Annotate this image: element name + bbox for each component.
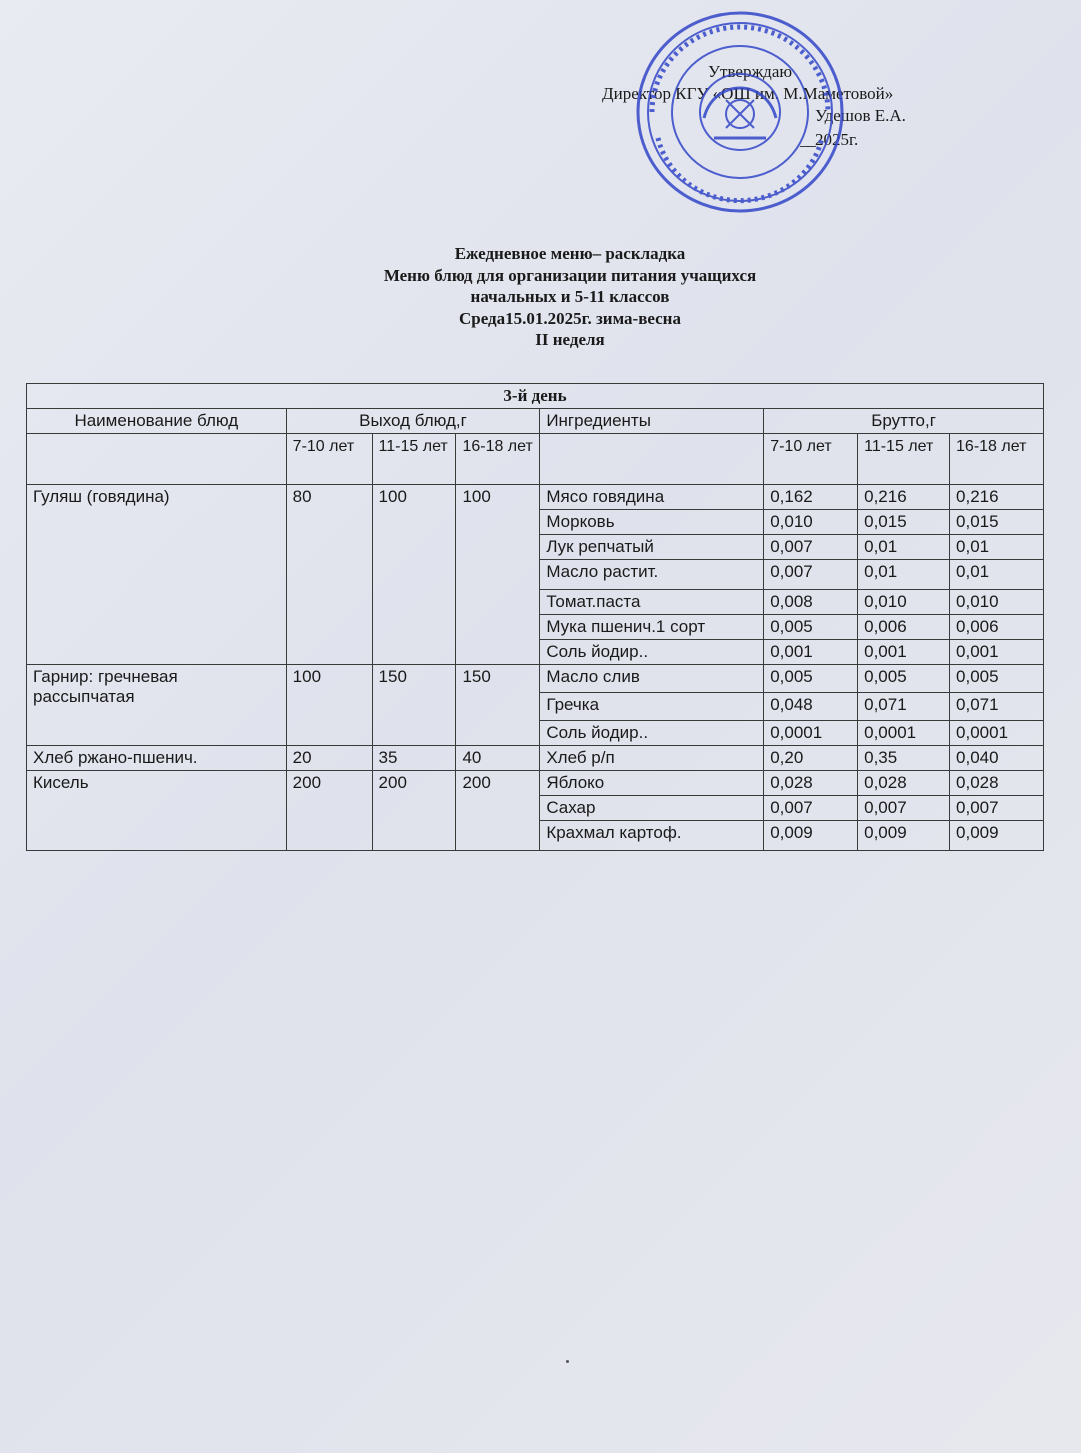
dish-output: 20: [286, 746, 372, 771]
document-title: [300, 243, 840, 351]
ingredient-name: Соль йодир..: [540, 721, 764, 746]
gross-value: 0,005: [764, 615, 858, 640]
menu-body: [27, 485, 1044, 851]
col-ingredients-header: Ингредиенты: [540, 409, 764, 434]
ingredient-name: Масло слив: [540, 665, 764, 693]
gross-value: 0,001: [858, 640, 950, 665]
col-dish-header: Наименование блюд: [27, 409, 287, 434]
gross-value: 0,01: [858, 535, 950, 560]
gross-value: 0,001: [950, 640, 1044, 665]
title-line: Ежедневное меню– раскладка: [454, 244, 686, 263]
gross-value: 0,007: [858, 796, 950, 821]
gross-value: 0,005: [950, 665, 1044, 693]
table-row: [27, 665, 1044, 693]
dish-output: 200: [456, 771, 540, 851]
gross-value: 0,01: [950, 560, 1044, 590]
gross-value: 0,01: [858, 560, 950, 590]
dish-name: Гарнир: гречневая рассыпчатая: [27, 665, 287, 746]
title-line: Среда15.01.2025г. зима-весна: [459, 308, 681, 328]
gross-value: 0,028: [950, 771, 1044, 796]
gross-value: 0,0001: [764, 721, 858, 746]
gross-value: 0,162: [764, 485, 858, 510]
gross-value: 0,0001: [858, 721, 950, 746]
table-row: [27, 746, 1044, 771]
gross-value: 0,048: [764, 693, 858, 721]
gross-value: 0,010: [950, 590, 1044, 615]
ingredient-name: Сахар: [540, 796, 764, 821]
dish-output: 100: [286, 665, 372, 746]
title-line: начальных и 5-11 классов: [470, 287, 670, 306]
gross-value: 0,007: [764, 796, 858, 821]
approval-date: __2025г.: [800, 130, 859, 149]
gross-value: 0,008: [764, 590, 858, 615]
age-header: 16-18 лет: [456, 434, 540, 485]
title-line: II неделя: [535, 330, 605, 349]
ingredient-name: Лук репчатый: [540, 535, 764, 560]
ingredient-name: Крахмал картоф.: [540, 821, 764, 851]
gross-value: 0,071: [950, 693, 1044, 721]
age-header: 11-15 лет: [858, 434, 950, 485]
ingredient-name: Хлеб р/п: [540, 746, 764, 771]
age-header: 16-18 лет: [950, 434, 1044, 485]
gross-value: 0,006: [858, 615, 950, 640]
gross-value: 0,216: [950, 485, 1044, 510]
dish-output: 35: [372, 746, 456, 771]
gross-value: 0,007: [950, 796, 1044, 821]
gross-value: 0,005: [858, 665, 950, 693]
gross-value: 0,006: [950, 615, 1044, 640]
day-header: 3-й день: [27, 384, 1044, 409]
ingredient-name: Гречка: [540, 693, 764, 721]
ingredient-name: Томат.паста: [540, 590, 764, 615]
dish-output: 40: [456, 746, 540, 771]
dish-output: 80: [286, 485, 372, 665]
gross-value: 0,071: [858, 693, 950, 721]
dish-name: Хлеб ржано-пшенич.: [27, 746, 287, 771]
age-header: 7-10 лет: [764, 434, 858, 485]
table-row: [27, 771, 1044, 796]
gross-value: 0,01: [950, 535, 1044, 560]
gross-value: 0,040: [950, 746, 1044, 771]
ingredient-name: Мясо говядина: [540, 485, 764, 510]
gross-value: 0,005: [764, 665, 858, 693]
approval-director: Директор КГУ «ОШ им. М.Маметовой»: [602, 84, 894, 103]
gross-value: 0,028: [858, 771, 950, 796]
gross-value: 0,009: [950, 821, 1044, 851]
menu-table: [26, 383, 1044, 851]
title-line: Меню блюд для организации питания учащихся: [383, 265, 757, 285]
gross-value: 0,0001: [950, 721, 1044, 746]
dish-output: 100: [372, 485, 456, 665]
ingredient-name: Морковь: [540, 510, 764, 535]
dish-output: 100: [456, 485, 540, 665]
gross-value: 0,009: [764, 821, 858, 851]
gross-value: 0,35: [858, 746, 950, 771]
gross-value: 0,001: [764, 640, 858, 665]
gross-value: 0,015: [858, 510, 950, 535]
col-gross-header: Брутто,г: [764, 409, 1044, 434]
gross-value: 0,216: [858, 485, 950, 510]
official-stamp-icon: [634, 8, 846, 216]
approval-label: Утверждаю: [708, 62, 793, 81]
ingredient-name: Яблоко: [540, 771, 764, 796]
gross-value: 0,010: [858, 590, 950, 615]
ingredient-name: Масло растит.: [540, 560, 764, 590]
gross-value: 0,009: [858, 821, 950, 851]
approval-signatory: Удешов Е.А.: [815, 106, 906, 125]
gross-value: 0,028: [764, 771, 858, 796]
ingredient-name: Соль йодир..: [540, 640, 764, 665]
dish-name: Гуляш (говядина): [27, 485, 287, 665]
gross-value: 0,007: [764, 535, 858, 560]
speck: [566, 1360, 569, 1363]
age-header: 11-15 лет: [372, 434, 456, 485]
dish-output: 200: [372, 771, 456, 851]
ingredient-name: Мука пшенич.1 сорт: [540, 615, 764, 640]
dish-output: 200: [286, 771, 372, 851]
col-output-header: Выход блюд,г: [286, 409, 540, 434]
dish-output: 150: [456, 665, 540, 746]
dish-output: 150: [372, 665, 456, 746]
gross-value: 0,007: [764, 560, 858, 590]
table-row: [27, 485, 1044, 510]
age-header: 7-10 лет: [286, 434, 372, 485]
gross-value: 0,010: [764, 510, 858, 535]
dish-name: Кисель: [27, 771, 287, 851]
gross-value: 0,015: [950, 510, 1044, 535]
gross-value: 0,20: [764, 746, 858, 771]
